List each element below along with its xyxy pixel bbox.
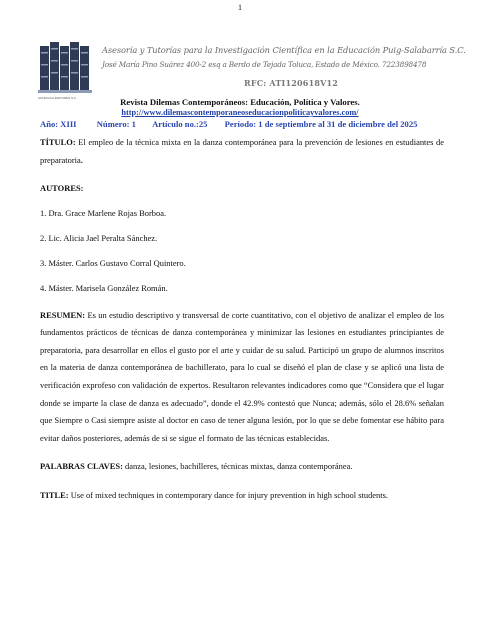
page-number: 1 bbox=[238, 3, 242, 12]
abstract-label: RESUMEN: bbox=[40, 309, 86, 320]
keywords-paragraph bbox=[40, 458, 444, 476]
letterhead-rfc: RFC: ATI120618V12 bbox=[244, 78, 339, 88]
issue-year: Año: XIII bbox=[40, 119, 77, 129]
title-text: El empleo de la técnica mixta en la danza contemporánea para la prevención de lesiones en estudiantes de preparatoria bbox=[40, 137, 444, 165]
abstract-text: Es un estudio descriptivo y transversal de corte cuantitativo, con el objetivo de analizar el empleo de los fundamentos prácticos de técnicas de danza contemporánea y minimizar las lesiones en estudiantes principiantes de preparatoria, para desarrollar en ellos el gusto por el arte y cuidar de su salud. Participó un grupo de alumnos inscritos en la materia de danza contemporánea de bachillerato, para lo cual se diseñó el plan de clase y se aplicó una lista de verificación exprofeso con validación de expertos. Resultaron relevantes indicadores como que “Considera que el lugar donde se imparte la clase de danza es adecuado”, donde el 42.9% contestó que Nunca; además, sólo el 28.6% señalan que Siempre o Casi siempre asiste al doctor en caso de tener alguna lesión, por lo que se debe fomentar ese hábito para evitar daños posteriores, además de si se sigue el formato de las técnicas establecidas. bbox=[40, 309, 445, 443]
letterhead-address: José María Pino Suárez 400-2 esq a Berdo de Tejada Toluca, Estado de México. 7223898478 bbox=[102, 60, 427, 69]
letterhead-organization: Asesoría y Tutorías para la Investigación Científica en la Educación Puig-Salabarría S.C. bbox=[102, 45, 466, 55]
english-title-paragraph bbox=[40, 487, 444, 505]
english-title-label: TITLE: bbox=[40, 489, 69, 500]
journal-url-link[interactable]: http://www.dilemascontemporaneoseducacionpoliticayvalores.com/ bbox=[121, 108, 359, 117]
letterhead bbox=[38, 38, 480, 102]
article-number: Artículo no.:25 bbox=[152, 119, 208, 129]
books-logo-icon bbox=[38, 38, 96, 94]
author-item: 2. Lic. Alicia Jael Peralta Sánchez. bbox=[40, 232, 158, 243]
article-body bbox=[40, 134, 444, 505]
title-end: . bbox=[80, 154, 83, 165]
title-paragraph bbox=[40, 134, 444, 169]
title-label: TÍTULO: bbox=[40, 137, 76, 147]
issue-info bbox=[40, 119, 480, 129]
issue-number: Número: 1 bbox=[96, 119, 136, 129]
keywords-text: danza, lesiones, bachilleres, técnicas mixtas, danza contemporánea. bbox=[125, 461, 353, 472]
keywords-label: PALABRAS CLAVES: bbox=[40, 461, 123, 472]
author-item: 1. Dra. Grace Marlene Rojas Borboa. bbox=[40, 207, 167, 218]
author-item: 3. Máster. Carlos Gustavo Corral Quintero. bbox=[40, 258, 186, 269]
authors-heading: AUTORES: bbox=[40, 183, 84, 194]
issue-period: Período: 1 de septiembre al 31 de diciembre del 2025 bbox=[224, 119, 418, 129]
english-title-text: Use of mixed techniques in contemporary dance for injury prevention in high school students. bbox=[70, 489, 388, 500]
logo-caption: ASI EDUCA EDITORES S.C. bbox=[38, 96, 77, 100]
journal-title: Revista Dilemas Contemporáneos: Educación, Política y Valores. bbox=[120, 97, 360, 107]
author-item: 4. Máster. Marisela González Román. bbox=[40, 283, 168, 294]
abstract-paragraph bbox=[40, 307, 444, 448]
